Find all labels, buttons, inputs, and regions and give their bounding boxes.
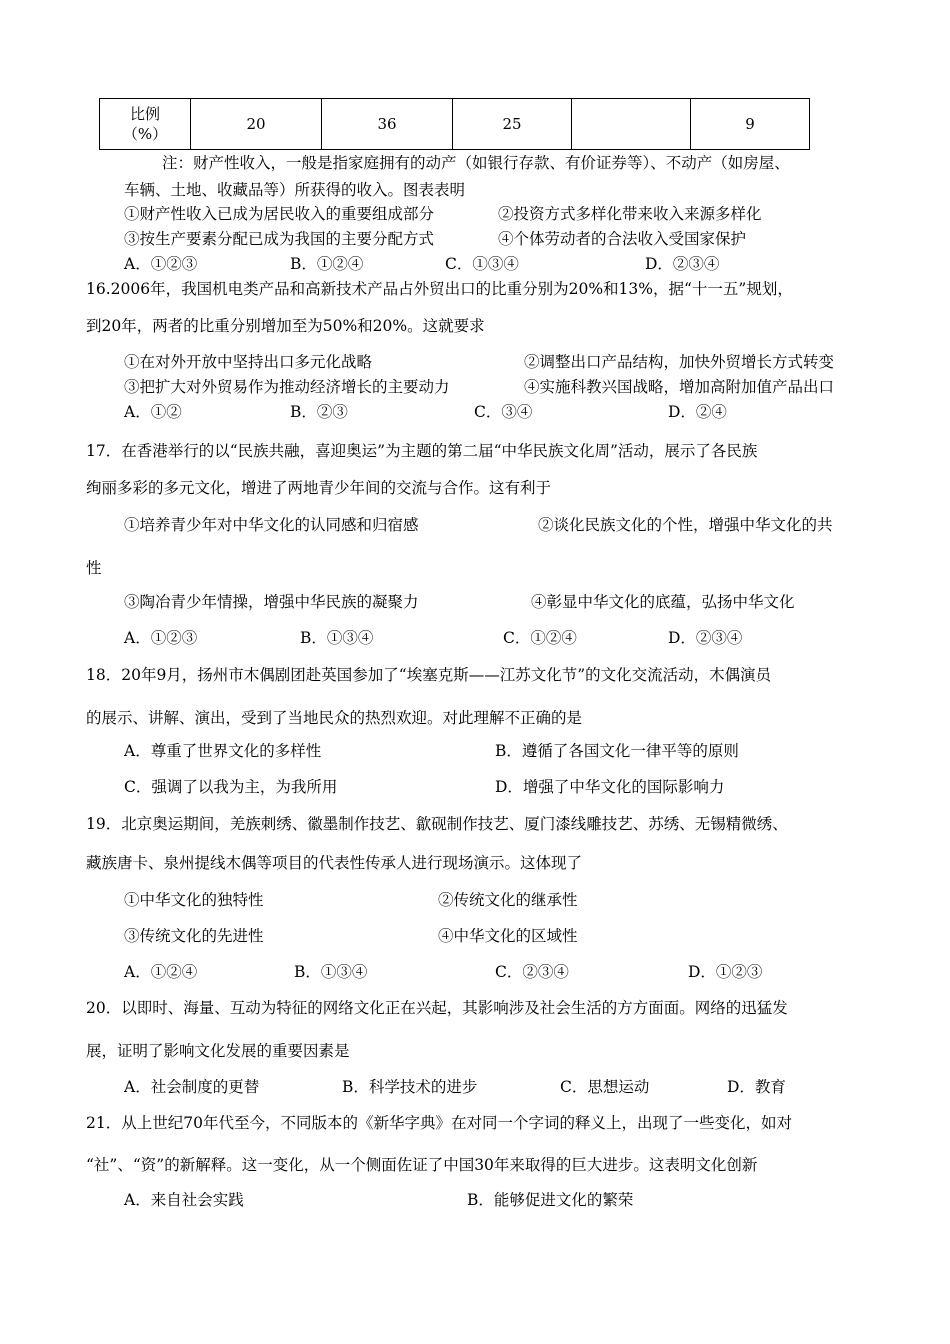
q18-choice-a: A．尊重了世界文化的多样性: [124, 742, 322, 760]
q15-option-4: ④个体劳动者的合法收入受国家保护: [498, 230, 747, 248]
q15-note-line2: 车辆、土地、收藏品等）所获得的收入。图表表明: [124, 181, 466, 199]
row-label-cell: [100, 99, 191, 150]
q17-stem-line1: 17．在香港举行的以“民族共融，喜迎奥运”为主题的第二届“中华民族文化周”活动，展示了各民族: [86, 442, 758, 460]
q16-choice-c: C．③④: [474, 403, 533, 421]
q16-choice-b: B．②③: [290, 403, 348, 421]
q19-choice-b: B．①③④: [294, 963, 368, 981]
q20-stem-line2: 展，证明了影响文化发展的重要因素是: [86, 1042, 350, 1060]
q18-choice-b: B．遵循了各国文化一律平等的原则: [495, 742, 739, 760]
q17-option-2-cont: 性: [86, 559, 102, 577]
q19-choice-a: A．①②④: [124, 963, 198, 981]
q18-stem-line1: 18．20年9月，扬州市木偶剧团赴英国参加了“埃塞克斯——江苏文化节”的文化交流活动，木偶演员: [86, 666, 772, 684]
q16-stem-line1: 16.2006年，我国机电类产品和高新技术产品占外贸出口的比重分别为20%和13%，据“十一五”规划，: [86, 280, 793, 298]
q19-option-1: ①中华文化的独特性: [124, 891, 264, 909]
q19-option-2: ②传统文化的继承性: [438, 891, 578, 909]
table-cell: 20: [191, 99, 322, 150]
table-cell: 25: [453, 99, 572, 150]
q17-choice-c: C．①②④: [503, 629, 577, 647]
q16-option-2: ②调整出口产品结构，加快外贸增长方式转变: [524, 353, 835, 371]
q20-choice-d: D．教育: [727, 1078, 786, 1096]
q16-stem-line2: 到20年，两者的比重分别增加至为50%和20%。这就要求: [86, 317, 485, 335]
q16-choice-d: D．②④: [668, 403, 727, 421]
q16-option-4: ④实施科教兴国战略，增加高附加值产品出口: [524, 378, 835, 396]
q17-option-4: ④彰显中华文化的底蕴，弘扬中华文化: [531, 593, 795, 611]
q16-choice-a: A．①②: [124, 403, 182, 421]
table-row: [100, 99, 810, 150]
q20-choice-b: B．科学技术的进步: [342, 1078, 478, 1096]
q17-choice-a: A．①②③: [124, 629, 198, 647]
q15-choice-b: B．①②④: [290, 255, 364, 273]
q17-option-3: ③陶冶青少年情操，增强中华民族的凝聚力: [124, 593, 419, 611]
q17-choice-d: D．②③④: [668, 629, 743, 647]
table-cell: 36: [322, 99, 453, 150]
q20-choice-a: A．社会制度的更替: [124, 1078, 260, 1096]
q15-choice-a: A．①②③: [124, 255, 198, 273]
q19-option-4: ④中华文化的区域性: [438, 927, 578, 945]
q19-choice-c: C．②③④: [495, 963, 569, 981]
q15-option-2: ②投资方式多样化带来收入来源多样化: [498, 205, 762, 223]
q19-choice-d: D．①②③: [688, 963, 763, 981]
q16-option-1: ①在对外开放中坚持出口多元化战略: [124, 353, 373, 371]
q20-choice-c: C．思想运动: [560, 1078, 650, 1096]
q21-stem-line1: 21．从上世纪70年代至今，不同版本的《新华字典》在对同一个字词的释义上，出现了一些变化，如对: [86, 1114, 792, 1132]
q15-option-3: ③按生产要素分配已成为我国的主要分配方式: [124, 230, 435, 248]
q16-option-3: ③把扩大对外贸易作为推动经济增长的主要动力: [124, 378, 450, 396]
q21-stem-line2: “社”、“资”的新解释。这一变化，从一个侧面佐证了中国30年来取得的巨大进步。这表明文化创新: [86, 1156, 758, 1174]
q17-option-2: ②谈化民族文化的个性，增强中华文化的共: [538, 516, 833, 534]
row-label-line2: （%）: [122, 125, 168, 143]
q18-choice-d: D．增强了中华文化的国际影响力: [495, 778, 725, 796]
q19-stem-line2: 藏族唐卡、泉州提线木偶等项目的代表性传承人进行现场演示。这体现了: [86, 854, 583, 872]
q21-choice-a: A．来自社会实践: [124, 1191, 244, 1209]
ratio-table: [99, 98, 810, 150]
q20-stem-line1: 20．以即时、海量、互动为特征的网络文化正在兴起，其影响涉及社会生活的方方面面。网络的迅猛发: [86, 999, 788, 1017]
q15-option-1: ①财产性收入已成为居民收入的重要组成部分: [124, 205, 435, 223]
q15-choice-c: C．①③④: [445, 255, 519, 273]
q17-choice-b: B．①③④: [300, 629, 374, 647]
row-label-line1: 比例: [129, 105, 160, 123]
q17-option-1: ①培养青少年对中华文化的认同感和归宿感: [124, 516, 419, 534]
table-cell: 9: [691, 99, 810, 150]
q17-stem-line2: 绚丽多彩的多元文化，增进了两地青少年间的交流与合作。这有利于: [86, 479, 552, 497]
q21-choice-b: B．能够促进文化的繁荣: [467, 1191, 634, 1209]
q15-choice-d: D．②③④: [645, 255, 720, 273]
table-cell: [572, 99, 691, 150]
q18-choice-c: C．强调了以我为主，为我所用: [124, 778, 338, 796]
q19-stem-line1: 19．北京奥运期间，羌族刺绣、徽墨制作技艺、歙砚制作技艺、厦门漆线雕技艺、苏绣、无锡精微绣、: [86, 815, 788, 833]
q19-option-3: ③传统文化的先进性: [124, 927, 264, 945]
q18-stem-line2: 的展示、讲解、演出，受到了当地民众的热烈欢迎。对此理解不正确的是: [86, 709, 583, 727]
q15-note-line1: 注：财产性收入，一般是指家庭拥有的动产（如银行存款、有价证券等）、不动产（如房屋、: [162, 154, 790, 172]
